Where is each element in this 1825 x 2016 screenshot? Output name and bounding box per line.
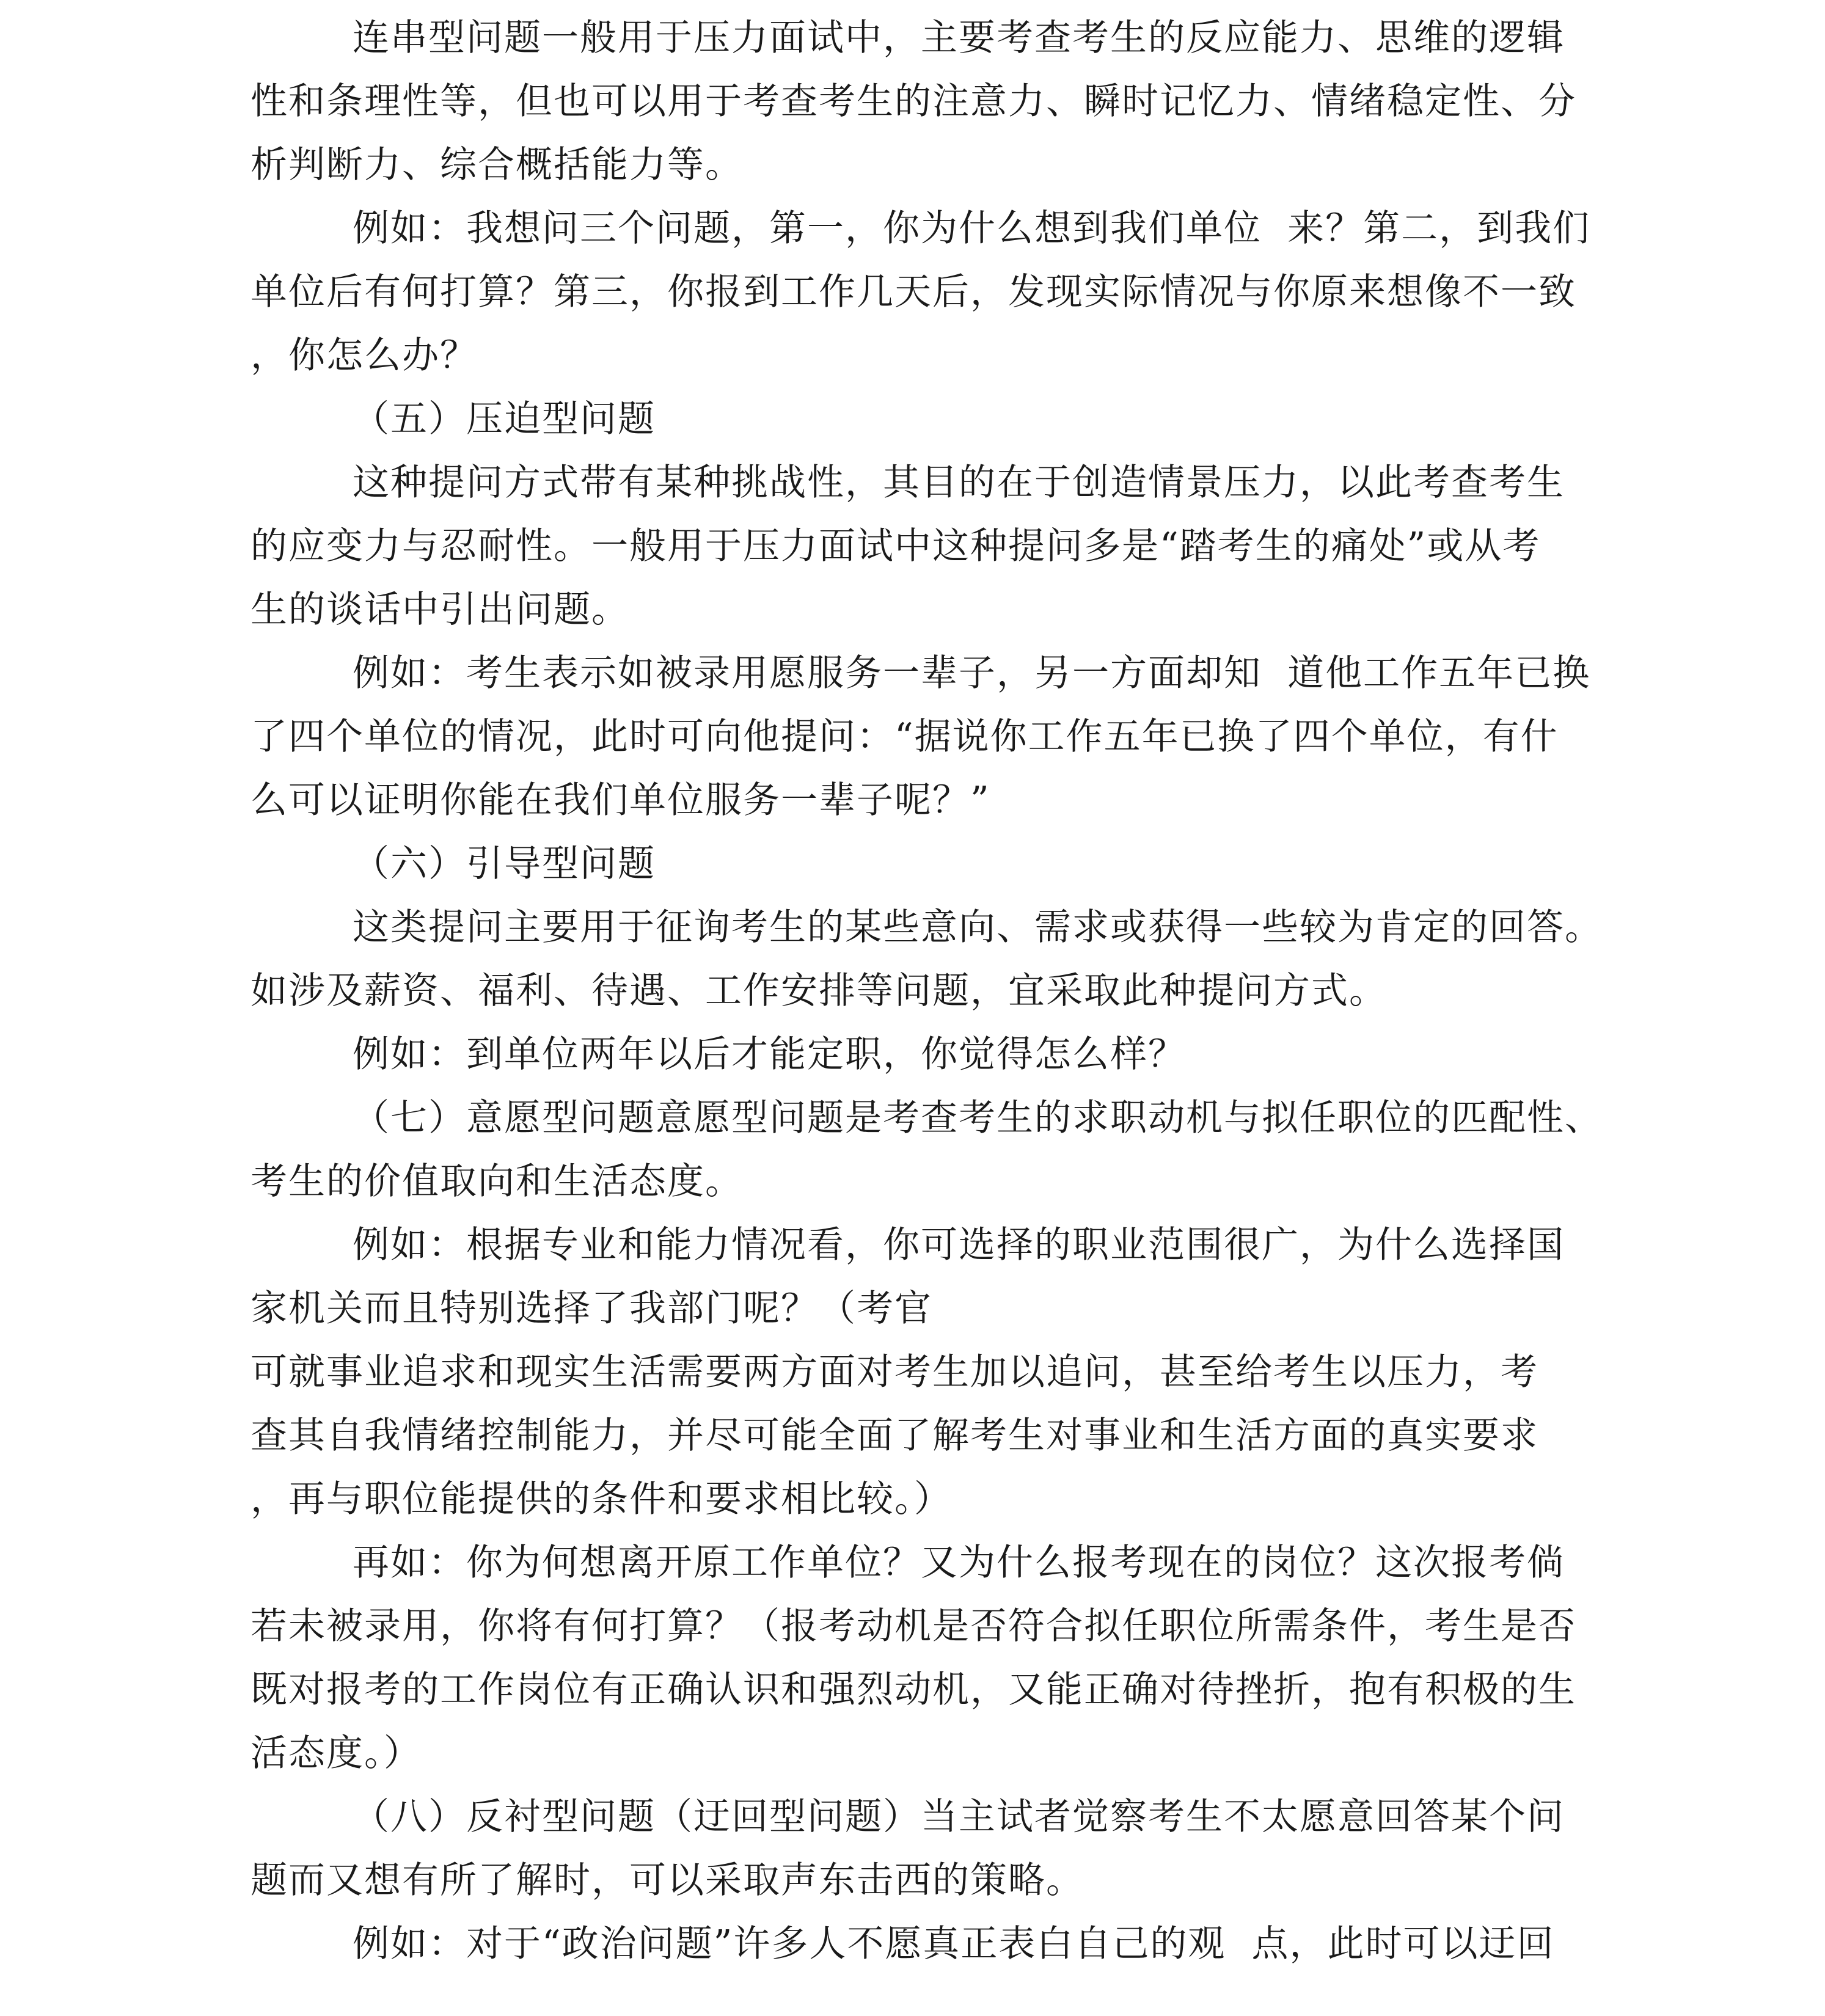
text-line: 析判断力、综合概括能力等。 bbox=[251, 144, 743, 186]
text-line: 例如：我想问三个问题，第一，你为什么想到我们单位 来？第二，到我们 bbox=[353, 207, 1591, 250]
text-line: 这类提问主要用于征询考生的某些意向、需求或获得一些较为肯定的回答。 bbox=[353, 906, 1603, 949]
text-line: 查其自我情绪控制能力，并尽可能全面了解考生对事业和生活方面的真实要求 bbox=[251, 1414, 1538, 1457]
text-line: 考生的价值取向和生活态度。 bbox=[251, 1160, 743, 1203]
text-line: 么可以证明你能在我们单位服务一辈子呢？” bbox=[251, 779, 990, 822]
section-heading: （六）引导型问题 bbox=[353, 842, 656, 885]
text-line: 连串型问题一般用于压力面试中，主要考查考生的反应能力、思维的逻辑 bbox=[353, 16, 1565, 59]
text-line: ，再与职位能提供的条件和要求相比较。） bbox=[251, 1478, 952, 1521]
text-line: 例如：根据专业和能力情况看，你可选择的职业范围很广，为什么选择国 bbox=[353, 1224, 1565, 1266]
text-line: 既对报考的工作岗位有正确认识和强烈动机，又能正确对待挫折，抱有积极的生 bbox=[251, 1668, 1576, 1711]
text-line: 家机关而且特别选择了我部门呢？（考官 bbox=[251, 1287, 932, 1330]
text-line: 活态度。） bbox=[251, 1732, 422, 1775]
text-line: 再如：你为何想离开原工作单位？又为什么报考现在的岗位？这次报考倘 bbox=[353, 1541, 1565, 1584]
text-line: 了四个单位的情况，此时可向他提问：“据说你工作五年已换了四个单位，有什 bbox=[251, 715, 1559, 758]
text-line: 例如：对于“政治问题”许多人不愿真正表白自己的观 点，此时可以迂回 bbox=[353, 1923, 1555, 1965]
section-heading: （八）反衬型问题（迂回型问题）当主试者觉察考生不太愿意回答某个问 bbox=[353, 1795, 1565, 1838]
text-line: 如涉及薪资、福利、待遇、工作安排等问题，宜采取此种提问方式。 bbox=[251, 970, 1387, 1012]
text-line: 题而又想有所了解时，可以采取声东击西的策略。 bbox=[251, 1859, 1084, 1902]
text-line: 性和条理性等，但也可以用于考查考生的注意力、瞬时记忆力、情绪稳定性、分 bbox=[251, 80, 1576, 123]
text-line: 的应变力与忍耐性。一般用于压力面试中这种提问多是“踏考生的痛处”或从考 bbox=[251, 525, 1541, 568]
text-line: ，你怎么办？ bbox=[251, 334, 478, 377]
text-line: 例如：到单位两年以后才能定职，你觉得怎么样？ bbox=[353, 1033, 1186, 1076]
section-heading: （五）压迫型问题 bbox=[353, 398, 656, 440]
text-line: 单位后有何打算？第三，你报到工作几天后，发现实际情况与你原来想像不一致 bbox=[251, 271, 1576, 313]
text-line: 例如：考生表示如被录用愿服务一辈子，另一方面却知 道他工作五年已换 bbox=[353, 652, 1591, 695]
text-line: 若未被录用，你将有何打算？（报考动机是否符合拟任职位所需条件，考生是否 bbox=[251, 1605, 1576, 1648]
text-line: 可就事业追求和现实生活需要两方面对考生加以追问，甚至给考生以压力，考 bbox=[251, 1351, 1538, 1393]
text-line: 生的谈话中引出问题。 bbox=[251, 588, 629, 631]
section-heading: （七）意愿型问题意愿型问题是考查考生的求职动机与拟任职位的匹配性、 bbox=[353, 1097, 1603, 1139]
text-line: 这种提问方式带有某种挑战性，其目的在于创造情景压力，以此考查考生 bbox=[353, 461, 1565, 504]
